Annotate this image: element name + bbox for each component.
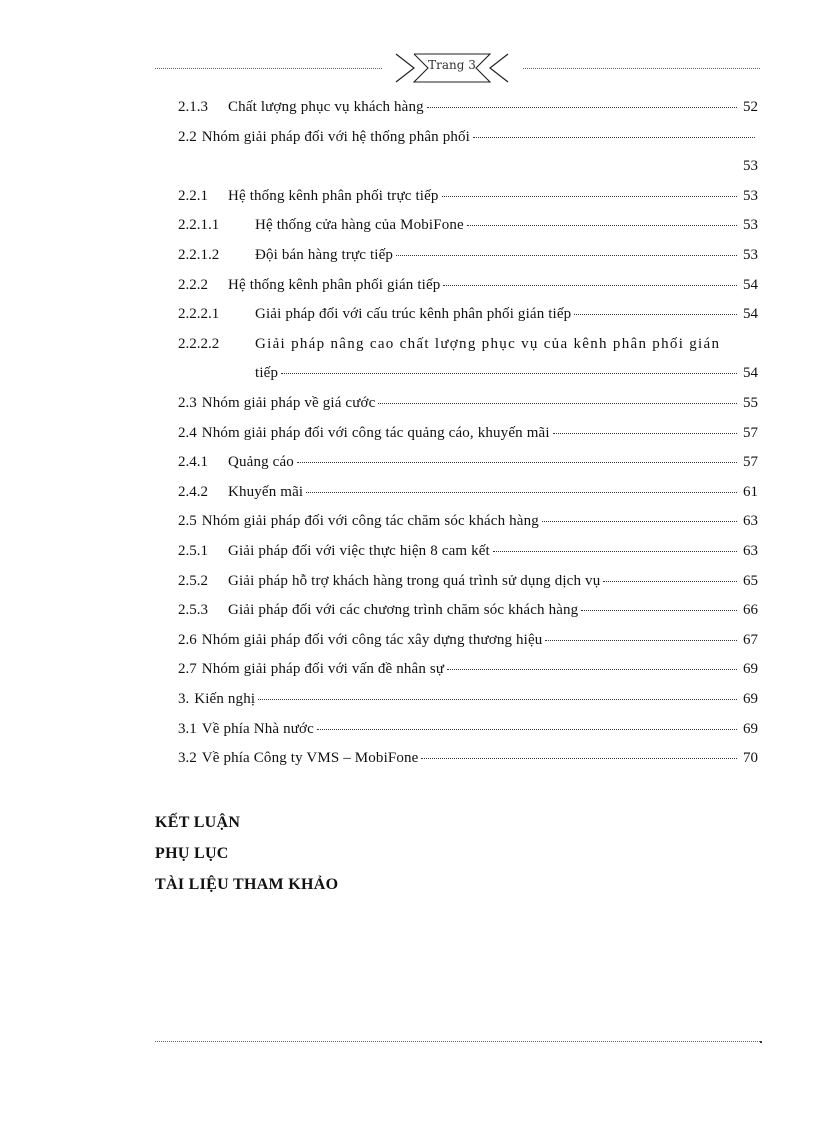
toc-entry[interactable] — [178, 303, 758, 325]
toc-leader-dots — [427, 107, 737, 108]
toc-leader-dots — [306, 492, 737, 493]
toc-leader-dots — [493, 551, 737, 552]
toc-entry[interactable] — [178, 540, 758, 562]
toc-entry[interactable] — [178, 96, 758, 118]
toc-page-number: 57 — [743, 425, 758, 441]
toc-entry[interactable] — [178, 599, 758, 621]
toc-leader-dots — [281, 373, 737, 374]
toc-page-number: 61 — [743, 484, 758, 500]
toc-page-number: 70 — [743, 750, 758, 766]
toc-entry[interactable] — [178, 451, 758, 473]
toc-entry[interactable] — [178, 274, 758, 296]
toc-page-number: 54 — [743, 306, 758, 322]
toc-leader-dots — [473, 137, 755, 138]
toc-entry-title: Giải pháp hỗ trợ khách hàng trong quá trình sử dụng dịch vụ — [228, 573, 601, 589]
toc-page-number: 55 — [743, 395, 758, 411]
toc-entry-title: Nhóm giải pháp đối với công tác chăm sóc khách hàng — [201, 513, 539, 529]
toc-entry-number: 2.4.1 — [178, 454, 208, 470]
back-matter-heading[interactable]: PHỤ LỤC — [155, 845, 229, 862]
toc-entry-number: 3. — [178, 691, 190, 707]
toc-entry-title: Nhóm giải pháp đối với vấn đề nhân sự — [201, 661, 445, 677]
toc-entry[interactable] — [178, 688, 758, 710]
toc-entry[interactable] — [178, 126, 758, 148]
toc-entry-title: Đội bán hàng trực tiếp — [255, 247, 394, 263]
toc-entry-number: 2.7 — [178, 661, 197, 677]
toc-entry-title: Hệ thống cửa hàng của MobiFone — [255, 217, 464, 233]
toc-page-number[interactable]: 53 — [743, 158, 758, 174]
toc-leader-dots — [421, 758, 737, 759]
toc-leader-dots — [574, 314, 737, 315]
toc-entry-title: Giải pháp đối với việc thực hiện 8 cam kết — [228, 543, 490, 559]
toc-leader-dots — [467, 225, 737, 226]
toc-entry-number: 2.2 — [178, 129, 197, 145]
toc-entry-title: Hệ thống kênh phân phối gián tiếp — [228, 277, 441, 293]
toc-page-number: 69 — [743, 691, 758, 707]
toc-page-number: 67 — [743, 632, 758, 648]
toc-entry-title: Nhóm giải pháp về giá cước — [201, 395, 376, 411]
toc-entry[interactable] — [178, 510, 758, 532]
toc-entry-title: Khuyến mãi — [228, 484, 304, 500]
toc-entry-title: tiếp — [255, 365, 279, 381]
toc-entry[interactable] — [255, 362, 758, 384]
toc-entry-title: Về phía Nhà nước — [201, 721, 314, 737]
toc-entry[interactable] — [178, 629, 758, 651]
toc-entry-number: 2.2.1.2 — [178, 247, 220, 263]
toc-entry[interactable] — [178, 392, 758, 414]
toc-entry-number: 2.2.1 — [178, 188, 208, 204]
toc-entry[interactable] — [178, 570, 758, 592]
footer-rule — [155, 1041, 760, 1042]
toc-page-number: 53 — [743, 217, 758, 233]
toc-entry[interactable] — [178, 718, 758, 740]
toc-entry-title: Về phía Công ty VMS – MobiFone — [201, 750, 419, 766]
toc-entry[interactable] — [178, 747, 758, 769]
toc-leader-dots — [603, 581, 737, 582]
toc-entry-title: Kiến nghị — [194, 691, 256, 707]
toc-leader-dots — [443, 285, 737, 286]
toc-entry[interactable] — [178, 185, 758, 207]
toc-entry[interactable] — [178, 333, 758, 355]
toc-page-number: 53 — [743, 188, 758, 204]
toc-entry-number: 2.6 — [178, 632, 197, 648]
toc-entry-title: Nhóm giải pháp đối với hệ thống phân phối — [201, 129, 470, 145]
toc-entry-number: 2.3 — [178, 395, 197, 411]
toc-entry-title: Giải pháp đối với cấu trúc kênh phân phối gián tiếp — [255, 306, 572, 322]
page-label: Trang 3 — [428, 58, 476, 72]
toc-leader-dots — [581, 610, 737, 611]
toc-entry-number: 2.2.2.1 — [178, 306, 220, 322]
toc-entry-number: 2.1.3 — [178, 99, 208, 115]
toc-entry-title: Hệ thống kênh phân phối trực tiếp — [228, 188, 439, 204]
toc-entry-number: 2.4 — [178, 425, 197, 441]
toc-entry-number: 2.2.2.2 — [178, 336, 220, 352]
toc-entry-number: 2.5 — [178, 513, 197, 529]
toc-leader-dots — [542, 521, 737, 522]
toc-entry-number: 2.5.2 — [178, 573, 208, 589]
toc-leader-dots — [553, 433, 737, 434]
toc-entry-title: Nhóm giải pháp đối với công tác xây dựng thương hiệu — [201, 632, 543, 648]
toc-leader-dots — [378, 403, 737, 404]
toc-page-number: 63 — [743, 513, 758, 529]
toc-entry-number: 3.1 — [178, 721, 197, 737]
toc-leader-dots — [396, 255, 737, 256]
toc-leader-dots — [442, 196, 737, 197]
toc-entry[interactable] — [178, 244, 758, 266]
toc-entry-title: Nhóm giải pháp đối với công tác quảng cáo, khuyến mãi — [201, 425, 550, 441]
toc-entry[interactable] — [178, 658, 758, 680]
toc-page-number: 69 — [743, 661, 758, 677]
toc-entry[interactable] — [178, 481, 758, 503]
toc-entry-title: Chất lượng phục vụ khách hàng — [228, 99, 424, 115]
toc-entry[interactable] — [178, 214, 758, 236]
toc-page-number: 52 — [743, 99, 758, 115]
toc-page-number: 54 — [743, 365, 758, 381]
toc-entry-number: 3.2 — [178, 750, 197, 766]
toc-entry-number: 2.5.1 — [178, 543, 208, 559]
toc-entry-number: 2.2.2 — [178, 277, 208, 293]
toc-page-number: 57 — [743, 454, 758, 470]
toc-entry-number: 2.4.2 — [178, 484, 208, 500]
toc-leader-dots — [297, 462, 737, 463]
back-matter-heading[interactable]: KẾT LUẬN — [155, 814, 241, 831]
toc-entry[interactable] — [178, 422, 758, 444]
toc-leader-dots — [258, 699, 737, 700]
toc-page-number: 69 — [743, 721, 758, 737]
toc-page-number: 63 — [743, 543, 758, 559]
toc-entry-title: Quảng cáo — [228, 454, 294, 470]
toc-leader-dots — [545, 640, 737, 641]
toc-entry-number: 2.2.1.1 — [178, 217, 220, 233]
toc-entry-number: 2.5.3 — [178, 602, 208, 618]
toc-entry-title: Giải pháp nâng cao chất lượng phục vụ của kênh phân phối gián — [255, 336, 721, 352]
toc-page-number: 66 — [743, 602, 758, 618]
toc-leader-dots — [447, 669, 737, 670]
toc-page-number: 53 — [743, 247, 758, 263]
page-number-badge — [382, 48, 522, 88]
toc-leader-dots — [317, 729, 737, 730]
back-matter-heading[interactable]: TÀI LIỆU THAM KHẢO — [155, 876, 339, 893]
toc-entry-title: Giải pháp đối với các chương trình chăm sóc khách hàng — [228, 602, 579, 618]
toc-page-number: 65 — [743, 573, 758, 589]
toc-page-number: 54 — [743, 277, 758, 293]
